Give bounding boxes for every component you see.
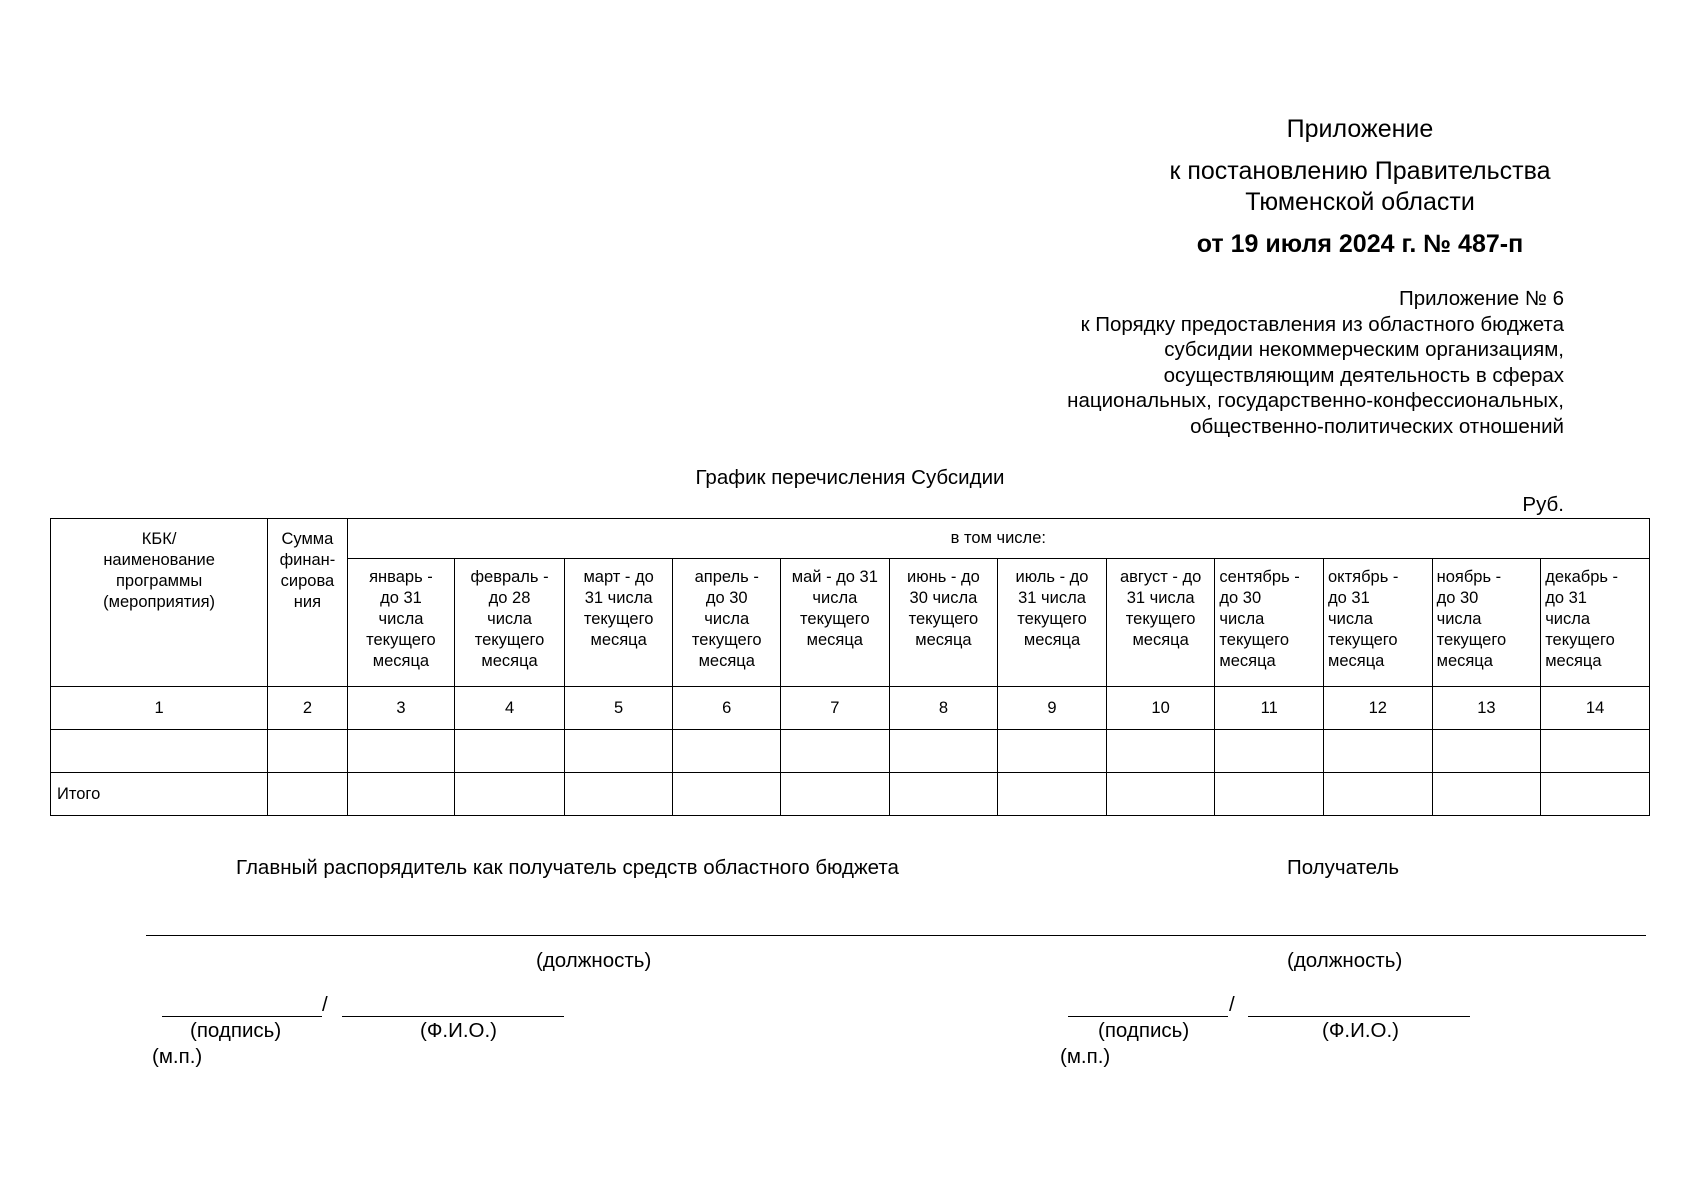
header-month-line: числа <box>1436 610 1482 628</box>
header-month-line: текущего <box>366 631 436 649</box>
decree-reference-line2: Тюменской области <box>1245 188 1475 216</box>
appendix-6-line: общественно-политических отношений <box>1190 414 1564 438</box>
header-month-line: до 31 <box>380 589 422 607</box>
table-cell <box>455 730 565 773</box>
appendix-6-line: Приложение № 6 <box>1398 287 1564 310</box>
header-month-line: август - до <box>1119 568 1202 586</box>
appendix-title: Приложение <box>1286 115 1434 143</box>
header-kbk-line: КБК/ <box>141 530 177 548</box>
header-month <box>673 559 781 687</box>
header-month-line: январь - <box>369 568 433 586</box>
header-month-line: текущего <box>1545 631 1615 649</box>
header-month-line: текущего <box>691 631 762 649</box>
table-cell <box>564 730 673 773</box>
header-month-line: 30 числа <box>909 589 978 607</box>
right-slash: / <box>1229 993 1235 1016</box>
table-cell <box>998 730 1107 773</box>
header-month-line: месяца <box>698 652 755 670</box>
column-number: 11 <box>1215 687 1324 730</box>
header-month-line: до 31 <box>1545 589 1587 607</box>
left-fio-label: (Ф.И.О.) <box>420 1019 498 1042</box>
header-month-line: до 31 <box>1328 589 1370 607</box>
header-month-line: текущего <box>1436 631 1507 649</box>
column-number: 3 <box>347 687 455 730</box>
header-month <box>1324 559 1433 687</box>
appendix-6-block <box>900 286 1564 439</box>
header-month-line: месяца <box>1545 652 1602 670</box>
header-month-line: месяца <box>481 652 538 670</box>
column-number-row <box>51 687 1650 730</box>
header-month <box>998 559 1107 687</box>
header-month <box>1215 559 1324 687</box>
header-month-line: числа <box>378 610 424 628</box>
header-month-line: числа <box>1219 610 1265 628</box>
table-cell <box>673 730 781 773</box>
header-month-line: месяца <box>806 631 863 649</box>
column-number: 10 <box>1106 687 1215 730</box>
column-number: 12 <box>1324 687 1433 730</box>
header-month <box>889 559 998 687</box>
header-month-line: февраль - <box>470 568 549 586</box>
currency-label: Руб. <box>1522 493 1564 516</box>
table-row <box>51 730 1650 773</box>
column-number: 7 <box>781 687 890 730</box>
header-month-line: апрель - <box>694 568 759 586</box>
header-month-line: май - до 31 <box>791 568 878 586</box>
table-cell <box>781 773 890 816</box>
table-cell <box>1541 773 1650 816</box>
header-month-line: текущего <box>1219 631 1290 649</box>
position-line <box>146 935 1646 936</box>
header-month <box>1541 559 1650 687</box>
decree-date-number: от 19 июля 2024 г. № 487-п <box>1196 230 1524 258</box>
header-month-line: март - до <box>583 568 654 586</box>
header-amount-line: ния <box>293 593 322 611</box>
table-cell <box>1106 773 1215 816</box>
header-month-line: месяца <box>915 631 972 649</box>
right-signature-line <box>1068 1016 1228 1017</box>
left-sign-label: (подпись) <box>190 1019 282 1042</box>
header-kbk-line: (мероприятия) <box>103 593 216 611</box>
right-sign-label: (подпись) <box>1098 1019 1190 1042</box>
header-month-line: текущего <box>1017 610 1087 628</box>
header-month-line: до 30 <box>705 589 748 607</box>
table-cell <box>268 730 347 773</box>
header-month-line: сентябрь - <box>1219 568 1300 586</box>
header-month-line: числа <box>1545 610 1591 628</box>
decree-reference-line1: к постановлению Правительства <box>1169 157 1551 185</box>
chief-manager-title: Главный распорядитель как получатель средств областного бюджета <box>236 856 899 879</box>
header-kbk-line: наименование <box>103 551 215 569</box>
header-month-line: 31 числа <box>1018 589 1086 607</box>
header-month-line: до 28 <box>488 589 531 607</box>
header-month-line: числа <box>1328 610 1373 628</box>
header-month-line: месяца <box>1436 652 1493 670</box>
header-month <box>564 559 673 687</box>
right-fio-line <box>1248 1016 1470 1017</box>
appendix-6-line: субсидии некоммерческим организациям, <box>1164 338 1564 361</box>
appendix-6-line: к Порядку предоставления из областного бюджета <box>1080 312 1564 336</box>
table-cell <box>889 730 998 773</box>
table-cell <box>889 773 998 816</box>
table-cell <box>1432 730 1541 773</box>
column-number: 13 <box>1432 687 1541 730</box>
column-number: 5 <box>564 687 673 730</box>
table-cell <box>1432 773 1541 816</box>
column-number: 2 <box>268 687 347 730</box>
header-amount-line: сирова <box>280 572 335 590</box>
column-number: 4 <box>455 687 565 730</box>
appendix-6-line: осуществляющим деятельность в сферах <box>1163 363 1564 387</box>
table-cell <box>1541 730 1650 773</box>
header-month-line: текущего <box>1125 610 1196 628</box>
header-month-line: числа <box>487 610 532 628</box>
header-kbk-line: программы <box>115 572 203 590</box>
header-month <box>781 559 890 687</box>
header-month-line: июль - до <box>1015 568 1089 586</box>
appendix-6-line: национальных, государственно-конфессиональных, <box>1067 389 1564 412</box>
table-cell <box>1106 730 1215 773</box>
subsidy-schedule-table <box>50 518 1650 816</box>
header-month-line: текущего <box>583 610 654 628</box>
recipient-title: Получатель <box>1287 856 1400 879</box>
right-stamp-label: (м.п.) <box>1060 1045 1111 1068</box>
header-kbk <box>51 519 268 687</box>
header-month <box>1432 559 1541 687</box>
header-month-line: 31 числа <box>1126 589 1195 607</box>
total-row <box>51 773 1650 816</box>
right-fio-label: (Ф.И.О.) <box>1322 1019 1400 1042</box>
table-cell <box>1324 730 1433 773</box>
table-cell <box>1215 773 1324 816</box>
header-month-line: месяца <box>1023 631 1081 649</box>
table-cell <box>1215 730 1324 773</box>
header-amount-line: финан- <box>279 551 336 569</box>
header-month <box>455 559 565 687</box>
column-number: 6 <box>673 687 781 730</box>
table-cell <box>564 773 673 816</box>
table-cell <box>51 730 268 773</box>
column-number: 1 <box>51 687 268 730</box>
column-number: 8 <box>889 687 998 730</box>
table-cell <box>455 773 565 816</box>
header-month-line: 31 числа <box>584 589 653 607</box>
header-month <box>1106 559 1215 687</box>
table-cell <box>347 730 455 773</box>
left-position-label: (должность) <box>536 949 652 972</box>
total-label: Итого <box>51 773 268 816</box>
table-cell <box>998 773 1107 816</box>
header-month-line: месяца <box>1328 652 1385 670</box>
table-cell <box>781 730 890 773</box>
header-month <box>347 559 455 687</box>
header-month-line: ноябрь - <box>1436 568 1502 586</box>
table-header-row-1 <box>51 519 1650 559</box>
header-month-line: до 30 <box>1219 589 1262 607</box>
header-month-line: текущего <box>1328 631 1398 649</box>
header-month-line: текущего <box>474 631 545 649</box>
table-cell <box>673 773 781 816</box>
schedule-title: График перечисления Субсидии <box>695 466 1005 489</box>
left-slash: / <box>322 993 328 1016</box>
header-month-line: месяца <box>590 631 647 649</box>
table-cell <box>268 773 347 816</box>
left-fio-line <box>342 1016 564 1017</box>
header-month-line: до 30 <box>1436 589 1479 607</box>
table-cell <box>347 773 455 816</box>
header-month-line: текущего <box>800 610 870 628</box>
left-signature-line <box>162 1016 322 1017</box>
header-amount-line: Сумма <box>281 530 334 548</box>
left-stamp-label: (м.п.) <box>152 1045 203 1068</box>
header-month-line: числа <box>704 610 750 628</box>
header-amount <box>268 519 347 687</box>
header-including: в том числе: <box>347 519 1649 559</box>
table-cell <box>1324 773 1433 816</box>
header-month-line: числа <box>812 589 858 607</box>
header-month-line: текущего <box>908 610 979 628</box>
column-number: 9 <box>998 687 1107 730</box>
right-position-label: (должность) <box>1287 949 1403 972</box>
column-number: 14 <box>1541 687 1650 730</box>
header-month-line: октябрь - <box>1328 568 1399 586</box>
header-month-line: месяца <box>1132 631 1189 649</box>
header-month-line: декабрь - <box>1545 568 1619 586</box>
header-month-line: июнь - до <box>907 568 980 586</box>
header-month-line: месяца <box>1219 652 1276 670</box>
header-month-line: месяца <box>372 652 430 670</box>
